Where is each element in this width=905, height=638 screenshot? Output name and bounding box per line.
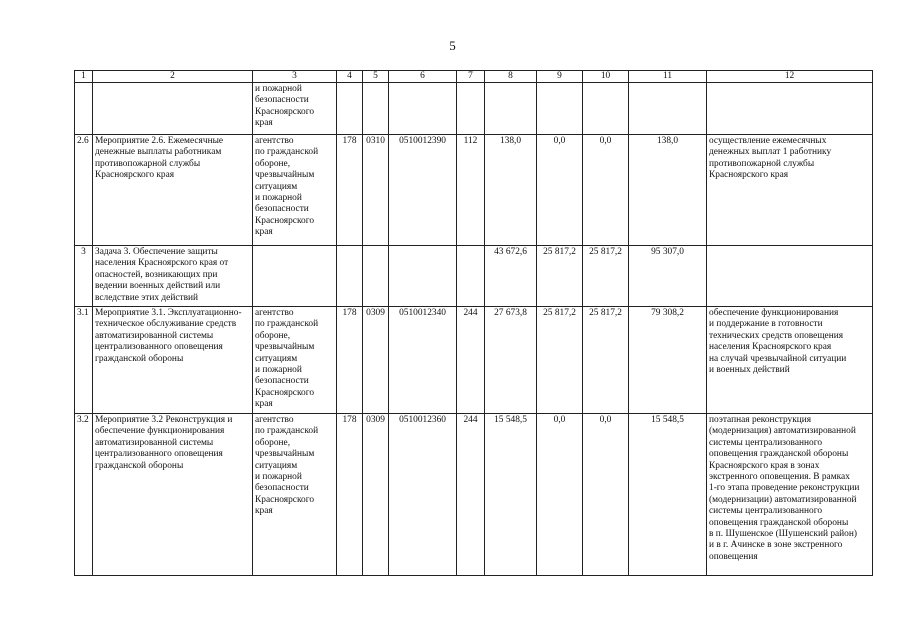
total-amount: 79 308,2 <box>629 307 707 414</box>
row-number: 3.2 <box>75 414 93 576</box>
column-header: 2 <box>93 71 253 83</box>
year1-amount: 138,0 <box>485 135 537 246</box>
column-header: 9 <box>537 71 583 83</box>
year2-amount: 0,0 <box>537 414 583 576</box>
column-header: 6 <box>389 71 457 83</box>
year2-amount: 25 817,2 <box>537 307 583 414</box>
column-header: 3 <box>253 71 337 83</box>
row-number: 3.1 <box>75 307 93 414</box>
column-header: 1 <box>75 71 93 83</box>
csr-code: 0510012390 <box>389 135 457 246</box>
agency-cell <box>253 246 337 307</box>
expected-result: поэтапная реконструкция (модернизация) автоматизированной системы централизованного оповещения гражданской обороны Красноярского края в зонах экстренного оповещения. В рамках 1-го этапа проведение реконструкции (модернизации) автоматизированной системы централизованного оповещения гражданской обороны в п. Шушенское (Шушенский район) и в г. Ачинске в зоне экстренного оповещения <box>707 414 873 576</box>
year2-amount: 25 817,2 <box>537 246 583 307</box>
table-row <box>75 307 873 414</box>
measure-name: Мероприятие 3.1. Эксплуатационно-техническое обслуживание средств автоматизированной системы централизованного оповещения гражданской обороны <box>93 307 253 414</box>
year3-amount: 0,0 <box>583 135 629 246</box>
year1-amount: 43 672,6 <box>485 246 537 307</box>
csr-code <box>389 246 457 307</box>
page-number: 5 <box>449 38 456 53</box>
row-number: 3 <box>75 246 93 307</box>
expected-result <box>707 246 873 307</box>
table-row <box>75 135 873 246</box>
vr-code <box>457 246 485 307</box>
vr-code: 244 <box>457 307 485 414</box>
column-header: 11 <box>629 71 707 83</box>
table-row <box>75 246 873 307</box>
measure-name: Мероприятие 2.6. Ежемесячные денежные выплаты работникам противопожарной службы Красноярского края <box>93 135 253 246</box>
expected-result: осуществление ежемесячных денежных выплат 1 работнику противопожарной службы Красноярского края <box>707 135 873 246</box>
grbs-code: 178 <box>337 135 363 246</box>
rzpr-code: 0309 <box>363 307 389 414</box>
csr-code: 0510012340 <box>389 307 457 414</box>
total-amount: 138,0 <box>629 135 707 246</box>
year3-amount: 0,0 <box>583 414 629 576</box>
grbs-code: 178 <box>337 307 363 414</box>
agency-cell: агентство по гражданской обороне, чрезвычайным ситуациям и пожарной безопасности Красноярского края <box>253 135 337 246</box>
year3-amount: 25 817,2 <box>583 307 629 414</box>
measure-name: Мероприятие 3.2 Реконструкция и обеспечение функционирования автоматизированной системы централизованного оповещения гражданской обороны <box>93 414 253 576</box>
column-header: 7 <box>457 71 485 83</box>
rzpr-code: 0309 <box>363 414 389 576</box>
agency-cell: агентство по гражданской обороне, чрезвычайным ситуациям и пожарной безопасности Красноярского края <box>253 307 337 414</box>
table-row-continuation <box>75 83 873 135</box>
rzpr-code: 0310 <box>363 135 389 246</box>
rzpr-code <box>363 246 389 307</box>
task-name: Задача 3. Обеспечение защиты населения Красноярского края от опасностей, возникающих при ведении военных действий или вследствие этих действий <box>93 246 253 307</box>
expected-result: обеспечение функционирования и поддержание в готовности технических средств оповещения населения Красноярского края на случай чрезвычайной ситуации и военных действий <box>707 307 873 414</box>
column-header: 12 <box>707 71 873 83</box>
year3-amount: 25 817,2 <box>583 246 629 307</box>
agency-cell: и пожарной безопасности Красноярского края <box>253 83 337 135</box>
column-header: 8 <box>485 71 537 83</box>
budget-table <box>74 70 873 576</box>
grbs-code: 178 <box>337 414 363 576</box>
agency-cell: агентство по гражданской обороне, чрезвычайным ситуациям и пожарной безопасности Красноярского края <box>253 414 337 576</box>
table-row <box>75 414 873 576</box>
column-header: 4 <box>337 71 363 83</box>
csr-code: 0510012360 <box>389 414 457 576</box>
row-number: 2.6 <box>75 135 93 246</box>
year2-amount: 0,0 <box>537 135 583 246</box>
header-row <box>75 71 873 83</box>
vr-code: 244 <box>457 414 485 576</box>
column-header: 10 <box>583 71 629 83</box>
column-header: 5 <box>363 71 389 83</box>
year1-amount: 15 548,5 <box>485 414 537 576</box>
vr-code: 112 <box>457 135 485 246</box>
grbs-code <box>337 246 363 307</box>
total-amount: 15 548,5 <box>629 414 707 576</box>
total-amount: 95 307,0 <box>629 246 707 307</box>
year1-amount: 27 673,8 <box>485 307 537 414</box>
